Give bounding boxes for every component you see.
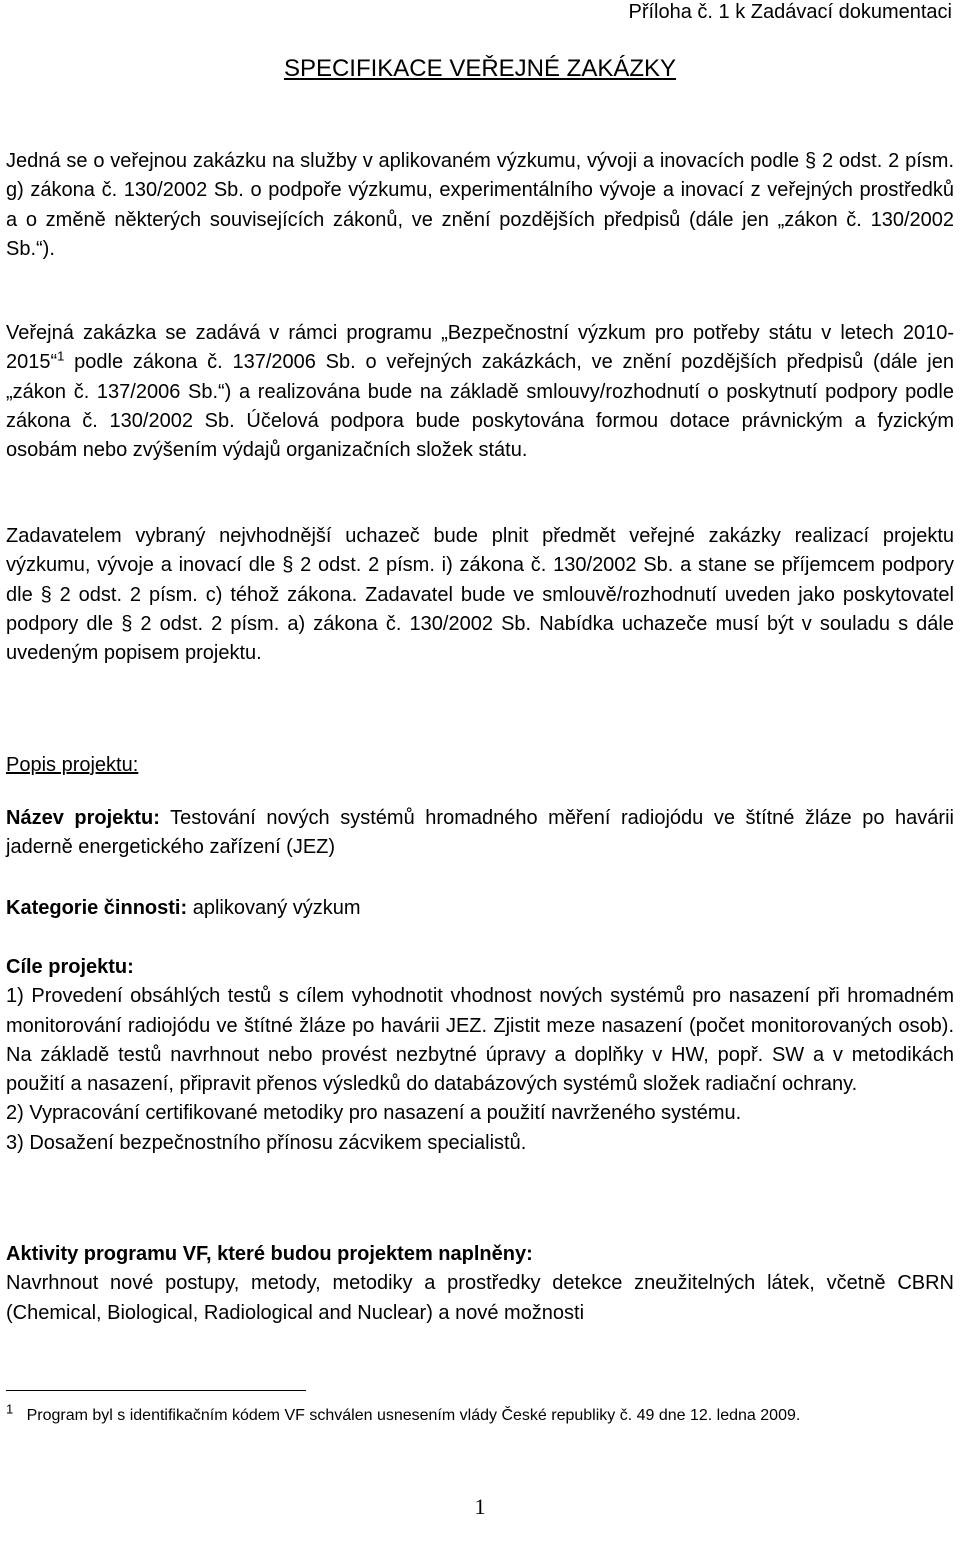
- project-name-value: Testování nových systémů hromadného měření radiojódu ve štítné žláze po havárii jaderně energetického zařízení (JEZ): [6, 807, 954, 859]
- activity-category: [6, 894, 954, 923]
- project-name: [6, 804, 954, 863]
- goal-item: 3) Dosažení bezpečnostního přínosu zácvikem specialistů.: [6, 1131, 527, 1154]
- document-title: SPECIFIKACE VEŘEJNÉ ZAKÁZKY: [283, 55, 677, 82]
- activity-category-label: Kategorie činnosti:: [6, 897, 188, 919]
- goal-item: 1) Provedení obsáhlých testů s cílem vyhodnotit vhodnost nových systémů pro nasazení při hromadném monitorování radiojódu ve štítné žláze po havárii JEZ. Zjistit meze nasazení (počet monitorovaných osob). Na základě testů navrhnout nebo provést nezbytné úpravy a doplňky v HW, popř. SW a v metodikách použití a nasazení, připravit přenos výsledků do databázových systémů složek radiační ochrany.: [6, 985, 954, 1096]
- program-text-start: Veřejná zakázka se zadává v rámci programu „Bezpečnostní výzkum pro potřeby státu v letech 2010-2015“: [6, 322, 954, 374]
- footnote: [6, 1401, 954, 1427]
- page-number: 1: [474, 1494, 486, 1519]
- project-goals-label: Cíle projektu:: [6, 956, 134, 978]
- goal-item: 2) Vypracování certifikované metodiky pro nasazení a použití navrženého systému.: [6, 1102, 742, 1125]
- project-name-label: Název projektu:: [6, 807, 160, 829]
- footnote-divider: [6, 1390, 306, 1391]
- program-activities: [6, 1240, 954, 1328]
- attachment-note: Příloha č. 1 k Zadávací dokumentaci: [628, 1, 952, 23]
- program-activities-label: Aktivity programu VF, které budou projektem naplněny:: [6, 1243, 533, 1265]
- contractor-paragraph: Zadavatelem vybraný nejvhodnější uchazeč bude plnit předmět veřejné zakázky realizací projektu výzkumu, vývoje a inovací dle § 2 odst. 2 písm. i) zákona č. 130/2002 Sb. a stane se příjemcem podpory dle § 2 odst. 2 písm. c) téhož zákona. Zadavatel bude ve smlouvě/rozhodnutí uveden jako poskytovatel podpory dle § 2 odst. 2 písm. a) zákona č. 130/2002 Sb. Nabídka uchazeče musí být v souladu s dále uvedeným popisem projektu.: [6, 525, 954, 665]
- activity-category-value: aplikovaný výzkum: [187, 897, 361, 919]
- project-goals: [6, 953, 954, 1158]
- program-text-end: podle zákona č. 137/2006 Sb. o veřejných zakázkách, ve znění pozdějších předpisů (dále jen „zákon č. 137/2006 Sb.“) a realizována bude na základě smlouvy/rozhodnutí o poskytnutí podpory podle zákona č. 130/2002 Sb. Účelová podpora bude poskytována formou dotace právnickým a fyzickým osobám nebo zvýšením výdajů organizačních složek státu.: [6, 351, 954, 462]
- program-paragraph: [6, 319, 954, 465]
- project-description-heading: Popis projektu:: [6, 754, 139, 776]
- footnote-number: 1: [6, 1401, 14, 1417]
- program-activities-text: Navrhnout nové postupy, metody, metodiky a prostředky detekce zneužitelných látek, včetně CBRN (Chemical, Biological, Radiological and Nuclear) a nové možnosti: [6, 1272, 954, 1324]
- intro-paragraph: Jedná se o veřejnou zakázku na služby v aplikovaném výzkumu, vývoji a inovacích podle § 2 odst. 2 písm. g) zákona č. 130/2002 Sb. o podpoře výzkumu, experimentálního vývoje a inovací z veřejných prostředků a o změně některých souvisejících zákonů, ve znění pozdějších předpisů (dále jen „zákon č. 130/2002 Sb.“).: [6, 150, 954, 260]
- footnote-text: Program byl s identifikačním kódem VF schválen usnesením vlády České republiky č. 49 dne 12. ledna 2009.: [26, 1407, 801, 1424]
- footnote-reference: 1: [57, 348, 65, 364]
